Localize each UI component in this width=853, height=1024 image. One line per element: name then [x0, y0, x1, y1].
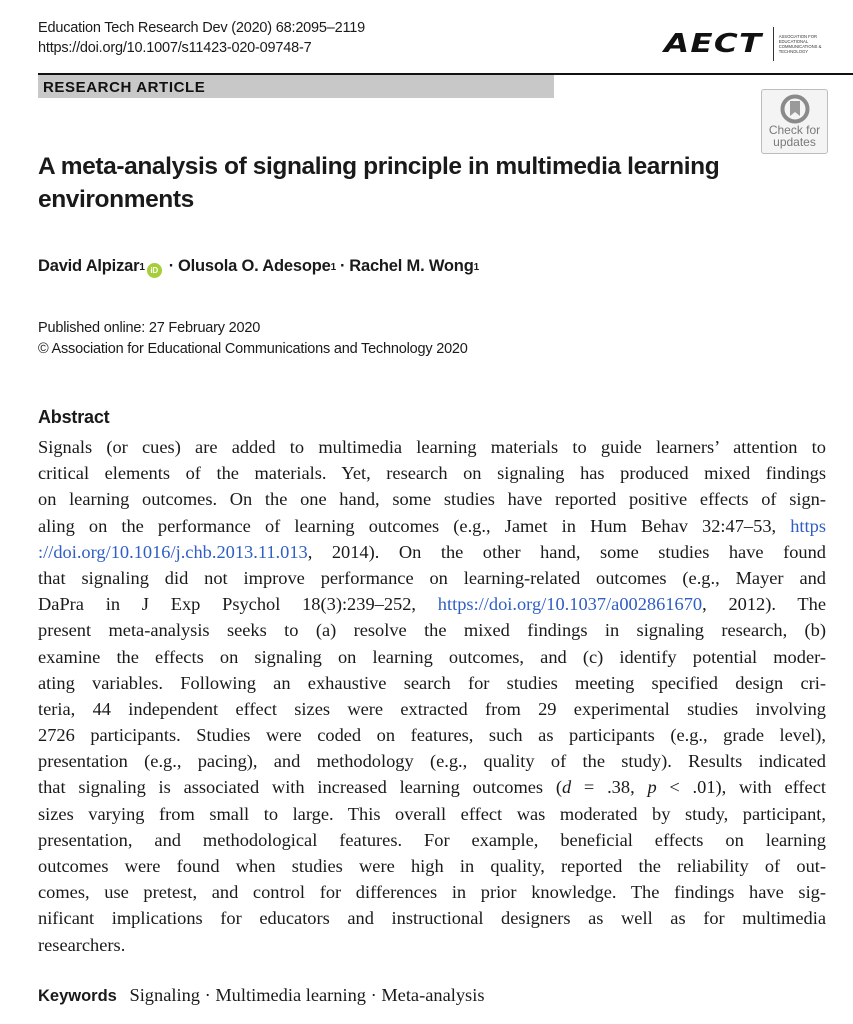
article-title: A meta-analysis of signaling principle in multimedia learning environments [38, 153, 720, 213]
aect-wordmark: AECT [664, 29, 763, 59]
abstract-text: Signals (or cues) are added to multimedia learning materials to guide learners’ attention to [38, 437, 826, 457]
abstract-line [38, 434, 826, 460]
abstract-text: nificant implications for educators and instructional designers as well as for multimedia [38, 908, 826, 929]
logo-divider [773, 27, 774, 61]
doi-link[interactable]: https [790, 515, 826, 536]
abstract-line [38, 827, 826, 853]
crossmark-icon [780, 94, 810, 124]
abstract-line [38, 932, 826, 958]
abstract-text: that signaling did not improve performance on learning-related outcomes (e.g., Mayer and [38, 567, 826, 588]
abstract-line [38, 565, 826, 591]
abstract-text: , 2012). The [702, 594, 826, 615]
abstract-line [38, 670, 826, 696]
abstract-text: critical elements of the materials. Yet, research on signaling has produced mixed findings [38, 463, 826, 484]
abstract-line [38, 722, 826, 748]
abstract-text: , 2014). On the other hand, some studies have found [307, 541, 826, 562]
abstract-text: presentation, and methodological features. For example, beneficial effects on learning [38, 829, 826, 850]
abstract-text: comes, use pretest, and control for differences in prior knowledge. The findings have sig- [38, 882, 826, 903]
abstract-line [38, 591, 826, 617]
abstract-text: ating variables. Following an exhaustive search for studies meeting specified design cri- [38, 672, 826, 693]
article-type-label: RESEARCH ARTICLE [43, 79, 206, 96]
author-separator: · [168, 257, 174, 275]
author-name[interactable]: Olusola O. Adesope [178, 257, 331, 275]
abstract-text: teria, 44 independent effect sizes were extracted from 29 experimental studies involving [38, 698, 826, 719]
stat-symbol: d [561, 777, 572, 798]
publication-info [38, 318, 468, 360]
abstract-line [38, 879, 826, 905]
abstract-text: present meta-analysis seeks to (a) resolve the mixed findings in signaling research, (b) [38, 620, 826, 641]
author-separator: · [339, 257, 346, 275]
article-doi-link[interactable]: https://doi.org/10.1007/s11423-020-09748-7 [38, 40, 312, 56]
abstract-line [38, 774, 826, 800]
affiliation-marker: 1 [139, 262, 145, 273]
affiliation-marker: 1 [330, 262, 336, 273]
published-date: Published online: 27 February 2020 [38, 320, 261, 336]
author-name[interactable]: Rachel M. Wong [349, 257, 474, 275]
affiliation-marker: 1 [473, 262, 479, 273]
abstract-line [38, 801, 826, 827]
abstract-text: 2726 participants. Studies were coded on features, such as participants (e.g., grade level), [38, 725, 826, 746]
check-for-updates-button[interactable] [761, 89, 828, 154]
orcid-icon[interactable]: iD [147, 263, 162, 278]
abstract-line [38, 853, 826, 879]
abstract-text: presentation (e.g., pacing), and methodology (e.g., quality of the study). Results indicated [38, 751, 826, 772]
abstract-line [38, 539, 826, 565]
abstract-text: aling on the performance of learning outcomes (e.g., Jamet in Hum Behav 32:47–53, [38, 515, 791, 536]
doi-link[interactable]: https://doi.org/10.1037/a002861670 [437, 594, 703, 615]
doi-link[interactable]: ://doi.org/10.1016/j.chb.2013.11.013 [38, 541, 308, 562]
keyword[interactable]: Meta-analysis [381, 985, 485, 1005]
abstract-text: < .01), with effect [656, 777, 826, 798]
article-type-bar [38, 75, 554, 98]
keyword-separator: · [199, 985, 216, 1005]
abstract-line [38, 460, 826, 486]
abstract-text: outcomes were found when studies were high in quality, reported the reliability of out- [38, 856, 826, 876]
abstract-text: examine the effects on signaling on learning outcomes, and (c) identify potential moder- [38, 646, 826, 667]
abstract-text: DaPra in J Exp Psychol 18(3):239–252, [38, 594, 438, 615]
journal-citation: Education Tech Research Dev (2020) 68:2095–2119 [38, 20, 366, 36]
keywords-label: Keywords [38, 987, 117, 1005]
keyword[interactable]: Multimedia learning [215, 985, 366, 1005]
keyword-separator: · [365, 985, 382, 1005]
journal-header [38, 18, 365, 58]
abstract-text: sizes varying from small to large. This overall effect was moderated by study, participant, [38, 803, 826, 824]
keyword[interactable]: Signaling [129, 985, 200, 1005]
author-name[interactable]: David Alpizar [38, 257, 140, 275]
abstract-text: researchers. [38, 934, 126, 955]
abstract-text: = .38, [571, 777, 648, 798]
abstract-line [38, 486, 826, 512]
abstract-body [38, 434, 826, 958]
abstract-text: on learning outcomes. On the one hand, some studies have reported positive effects of sign- [38, 489, 826, 510]
aect-logo [664, 27, 825, 61]
check-for-updates-label: Check for updates [768, 123, 821, 149]
keywords-section [38, 985, 484, 1006]
abstract-line [38, 617, 826, 643]
abstract-text: that signaling is associated with increased learning outcomes ( [38, 777, 562, 798]
author-list [38, 257, 479, 276]
aect-subtitle: ASSOCIATION FOR EDUCATIONAL COMMUNICATIONS & TECHNOLOGY [778, 34, 822, 54]
stat-symbol: p [647, 777, 657, 798]
abstract-line [38, 644, 826, 670]
abstract-line [38, 513, 826, 539]
copyright-notice: © Association for Educational Communications and Technology 2020 [38, 341, 468, 357]
abstract-line [38, 905, 826, 931]
abstract-line [38, 748, 826, 774]
abstract-line [38, 696, 826, 722]
abstract-heading: Abstract [38, 407, 110, 427]
